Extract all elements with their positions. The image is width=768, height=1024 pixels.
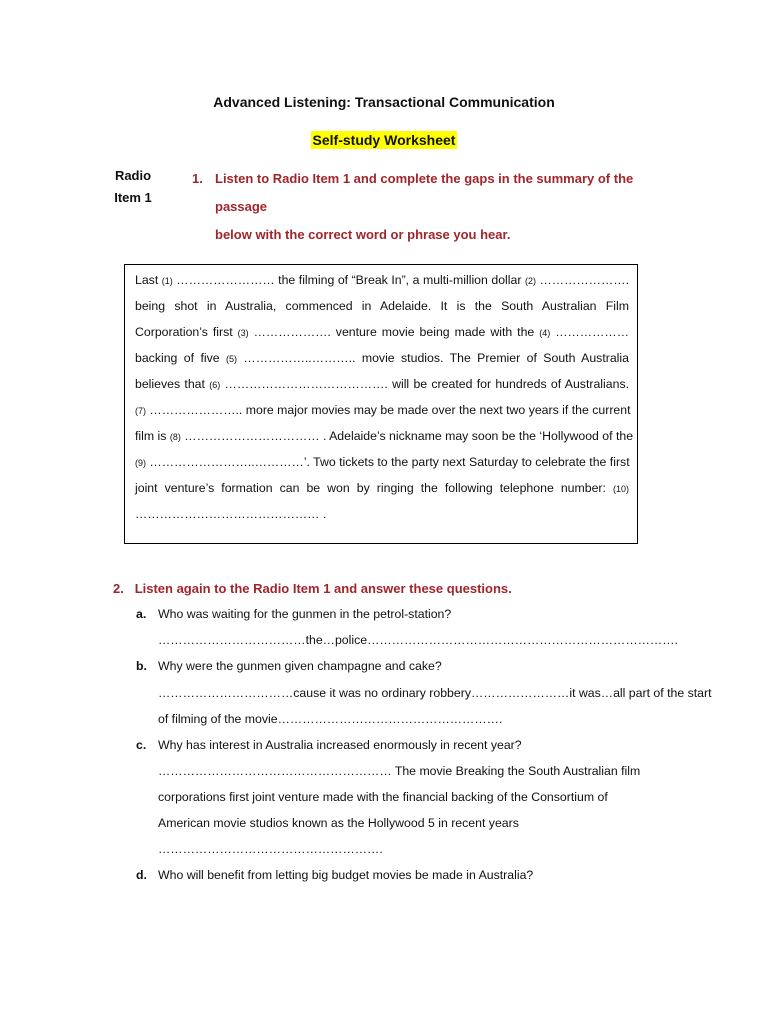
- item-a-question: Who was waiting for the gunmen in the petrol-station?: [158, 607, 452, 621]
- passage-line-5: believes that (6) …………………………………. will be created for hundreds of Australians.: [135, 377, 630, 391]
- radio-item-label: [104, 165, 162, 209]
- question-1-line2: below with the correct word or phrase you hear.: [215, 227, 511, 242]
- gap-number-10: (10): [612, 484, 629, 494]
- item-a-answer: ………………………………the…police………………………………………………………………….: [158, 633, 678, 647]
- radio-label-line1: Radio: [114, 168, 152, 183]
- question-2: [113, 581, 512, 596]
- passage-line-4: backing of five (5) ……………..……….. movie studios. The Premier of South Australia: [135, 351, 629, 365]
- item-a-marker: a.: [136, 607, 147, 621]
- worksheet-title: Advanced Listening: Transactional Communication: [213, 94, 555, 110]
- question-1-line1: Listen to Radio Item 1 and complete the gaps in the summary of the passage: [215, 171, 634, 214]
- item-d-question: Who will benefit from letting big budget movies be made in Australia?: [158, 868, 534, 882]
- gap-number-4: (4): [539, 328, 551, 338]
- passage-line-1: Last (1) …………………… the filming of “Break In”, a multi-million dollar (2) ………………….: [135, 273, 629, 287]
- item-c-answer-line1: ………………………………………………… The movie Breaking the South Australian film: [158, 764, 641, 778]
- question-2-text: Listen again to the Radio Item 1 and answer these questions.: [134, 581, 512, 596]
- passage-line-2: being shot in Australia, commenced in Adelaide. It is the South Australian Film: [135, 299, 629, 313]
- item-d-marker: d.: [136, 868, 147, 882]
- gap-number-5: (5): [225, 354, 237, 364]
- question-1-number: 1.: [192, 171, 203, 186]
- gap-number-7: (7): [135, 406, 146, 416]
- passage-line-7: film is (8) …………………………… . Adelaide’s nickname may soon be the ‘Hollywood of the: [135, 429, 634, 443]
- radio-label-line2: Item 1: [114, 190, 152, 205]
- passage-line-3: Corporation’s first (3) ………………. venture movie being made with the (4) ………………: [135, 325, 629, 339]
- worksheet-subtitle: Self-study Worksheet: [312, 132, 456, 148]
- item-b-question: Why were the gunmen given champagne and cake?: [158, 659, 442, 673]
- gap-number-1: (1): [161, 276, 173, 286]
- item-c-answer-line3: American movie studios known as the Hollywood 5 in recent years: [158, 816, 519, 830]
- gap-number-9: (9): [135, 458, 146, 468]
- gap-number-3: (3): [237, 328, 249, 338]
- gap-number-2: (2): [524, 276, 536, 286]
- item-b-answer-line2: of filming of the movie……………………………………………….: [158, 712, 503, 726]
- item-b-marker: b.: [136, 659, 147, 673]
- item-c-question: Why has interest in Australia increased enormously in recent year?: [158, 738, 522, 752]
- question-2-number: 2.: [113, 581, 124, 596]
- passage-line-8: (9) ……………………..…………’. Two tickets to the party next Saturday to celebrate the first: [135, 455, 630, 469]
- passage-line-6: (7) ………………….. more major movies may be made over the next two years if the current: [135, 403, 631, 417]
- item-b-answer-line1: ……………………………cause it was no ordinary robbery……………………it was…all part of the start: [158, 686, 712, 700]
- passage-box: [124, 264, 638, 544]
- gap-number-8: (8): [169, 432, 181, 442]
- item-c-answer-line4: ……………………………………………….: [158, 842, 383, 856]
- item-c-answer-line2: corporations first joint venture made with the financial backing of the Consortium of: [158, 790, 608, 804]
- question-1: [192, 165, 662, 249]
- item-c-marker: c.: [136, 738, 147, 752]
- gap-number-6: (6): [209, 380, 221, 390]
- passage-line-10: ……………………………………… .: [135, 507, 327, 521]
- passage-line-9: joint venture’s formation can be won by ringing the following telephone number: (10): [135, 481, 629, 495]
- subtitle-wrapper: [0, 131, 768, 150]
